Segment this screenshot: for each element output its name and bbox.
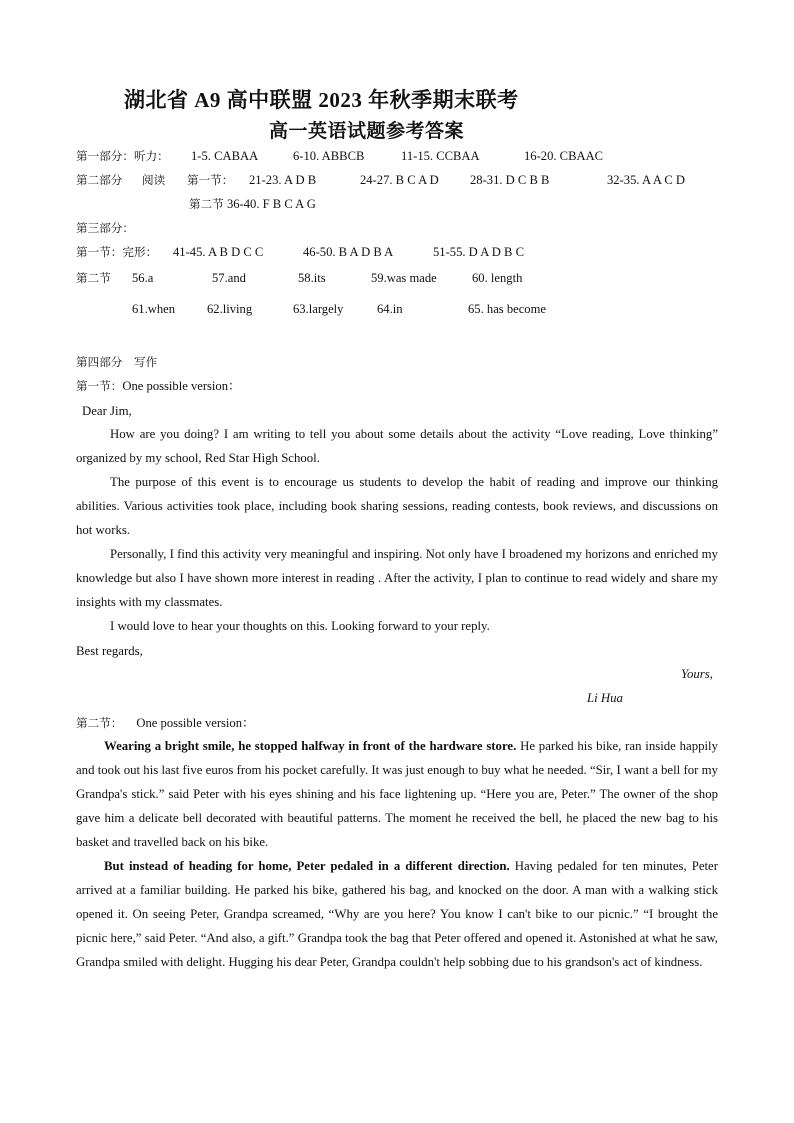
cloze-answer-1: 41-45. A B D C C — [173, 245, 264, 259]
story-paragraph-1-body: He parked his bike, ran inside happily and took out his last five euros from his pocket carefully. It was just enough to buy what he needed. “Sir, I want a bell for my Grandpa's stick.” said Peter with his eyes shining and his face lightening up. “Here you are, Peter.” The owner of the shop gave him a delicate bell decorated with beautiful patterns. The moment he received the bell, he placed the new bag to his basket and travelled back on his bike. — [76, 739, 719, 849]
part2-answer-1: 21-23. A D B — [249, 173, 317, 187]
letter-paragraph-2 — [76, 470, 718, 542]
part4-section1-label: 第一节： — [76, 379, 123, 393]
letter-paragraph-2-text: The purpose of this event is to encourage us students to develop the habit of reading and improve our thinking abilities. Various activities took place, including book sharing sessions, reading contests, book reviews, and discussions on hot works. — [76, 475, 718, 537]
grammar-answer-63: 63.largely — [293, 302, 344, 316]
part1-answer-3: 11-15. CCBAA — [401, 149, 480, 163]
part2-section2-row — [189, 196, 316, 212]
letter-paragraph-1 — [76, 422, 718, 470]
story-paragraph-2 — [76, 854, 718, 974]
grammar-answer-60: 60. length — [472, 271, 523, 285]
story-paragraph-2-body: Having pedaled for ten minutes, Peter arrived at a familiar building. He parked his bike, gathered his bag, and knocked on the door. A man with a walking stick opened it. On seeing Peter, Grandpa screamed, “Why are you here? You know I can't bike to our picnic.” “I brought the picnic here,” said Peter. “And also, a gift.” Grandpa took the bag that Peter offered and opened it. Astonished at what he saw, Grandpa smiled with delight. Hugging his dear Peter, Grandpa couldn't help sobbing due to his grandson's act of kindness. — [76, 859, 719, 969]
part2-label: 第二部分 — [76, 173, 123, 187]
grammar-answer-58: 58.its — [298, 271, 326, 285]
grammar-answer-59: 59.was made — [371, 271, 437, 285]
part1-answer-4: 16-20. CBAAC — [524, 149, 604, 163]
part4-section1-row — [76, 378, 241, 394]
grammar-answer-65: 65. has become — [468, 302, 546, 316]
grammar-answer-64: 64.in — [377, 302, 403, 316]
story-paragraph-1-lead: Wearing a bright smile, he stopped halfway in front of the hardware store. — [104, 739, 517, 753]
part2-section-name: 阅读 — [142, 173, 166, 187]
part2-answer-2: 24-27. B C A D — [360, 173, 439, 187]
cloze-answer-3: 51-55. D A D B C — [433, 245, 524, 259]
letter-paragraph-4 — [76, 614, 718, 638]
letter-paragraph-3-text: Personally, I find this activity very meaningful and inspiring. Not only have I broadened my horizons and enriched my knowledge but also I have shown more interest in reading . After the activity, I plan to continue to read widely and share my insights with my classmates. — [76, 547, 718, 609]
grammar-answer-57: 57.and — [212, 271, 246, 285]
letter-paragraph-4-text: I would love to hear your thoughts on this. Looking forward to your reply. — [110, 619, 490, 633]
letter-paragraph-3 — [76, 542, 718, 614]
part1-answer-1: 1-5. CABAA — [191, 149, 259, 163]
part4-label: 第四部分 写作 — [76, 355, 158, 369]
part2-answer-4: 32-35. A A C D — [607, 173, 686, 187]
part2-answer-3: 28-31. D C B B — [470, 173, 550, 187]
part2-section2-answers: 36-40. F B C A G — [226, 197, 316, 211]
page-title: 湖北省 A9 高中联盟 2023 年秋季期末联考 — [124, 88, 519, 112]
part4-section2-row — [76, 715, 255, 731]
part3-label: 第三部分： — [76, 221, 134, 235]
part1-row — [76, 148, 169, 164]
letter-yours: Yours, — [681, 667, 713, 681]
grammar-answer-62: 62.living — [207, 302, 253, 316]
grammar-answer-61: 61.when — [132, 302, 176, 316]
part2-section1-label: 第一节： — [187, 173, 234, 187]
story-paragraph-2-lead: But instead of heading for home, Peter pedaled in a different direction. — [104, 859, 510, 873]
part1-answer-2: 6-10. ABBCB — [293, 149, 365, 163]
part4-section2-version: One possible version： — [136, 716, 255, 730]
letter-signature: Li Hua — [587, 691, 623, 705]
page-subtitle: 高一英语试题参考答案 — [269, 121, 465, 142]
part3-section2-label: 第二节 — [76, 271, 111, 285]
cloze-answer-2: 46-50. B A D B A — [303, 245, 394, 259]
part1-label: 第一部分：听力： — [76, 149, 169, 163]
grammar-answer-56: 56.a — [132, 271, 154, 285]
letter-greeting: Dear Jim, — [82, 404, 132, 418]
letter-closing: Best regards, — [76, 644, 143, 658]
part4-section1-version: One possible version： — [122, 379, 241, 393]
letter-paragraph-1-text: How are you doing? I am writing to tell you about some details about the activity “Love reading, Love thinking” organized by my school, Red Star High School. — [76, 427, 718, 465]
part3-section1-label: 第一节：完形： — [76, 245, 158, 259]
story-paragraph-1 — [76, 734, 718, 854]
part4-section2-label: 第二节： — [76, 716, 123, 730]
part2-section2-label: 第二节 — [189, 197, 224, 211]
